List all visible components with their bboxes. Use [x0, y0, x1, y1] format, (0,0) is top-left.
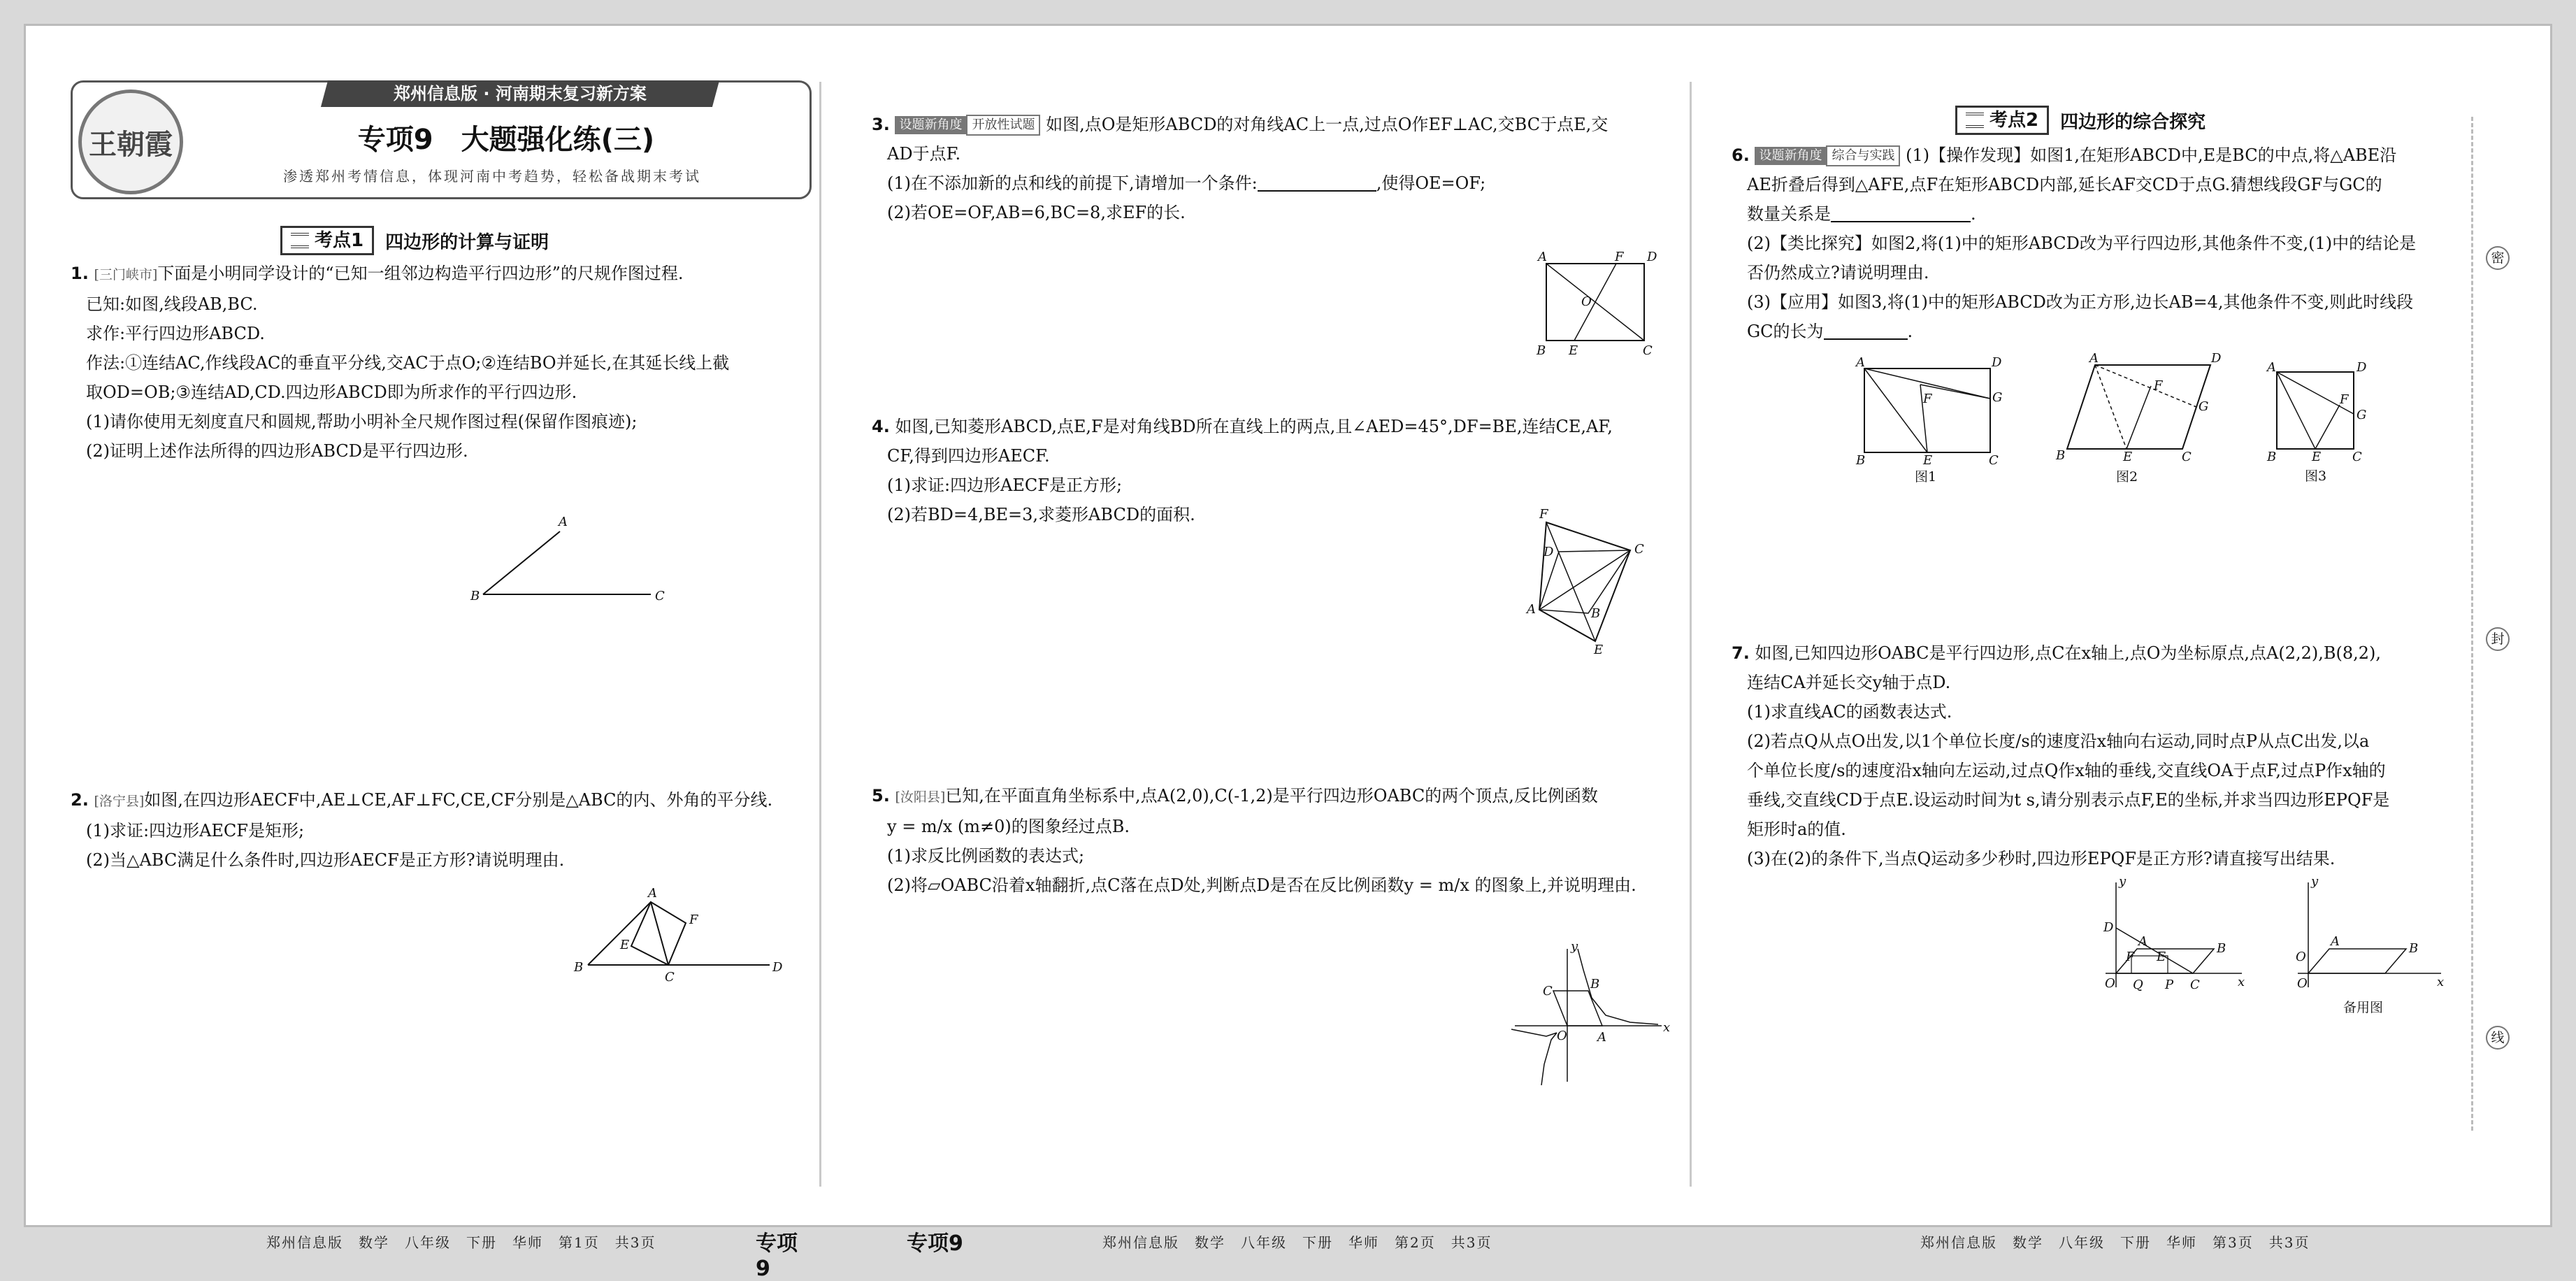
- column-divider: [819, 82, 821, 1187]
- svg-text:D: D: [2103, 920, 2114, 935]
- svg-text:C: C: [665, 970, 675, 985]
- figure-q5: [1508, 939, 1676, 1098]
- svg-text:x: x: [1663, 1020, 1671, 1035]
- svg-text:B: B: [2267, 450, 2277, 464]
- svg-text:x: x: [2437, 975, 2445, 989]
- figure-q2: [574, 885, 798, 992]
- section-heading-kp2: 考点2 四边形的综合探究: [1955, 106, 2206, 135]
- svg-text:C: C: [2182, 450, 2192, 464]
- svg-text:O: O: [2105, 976, 2115, 991]
- wave-icon: [1966, 113, 1984, 128]
- svg-text:A: A: [559, 515, 568, 529]
- svg-text:D: D: [2211, 351, 2222, 366]
- svg-text:E: E: [1594, 643, 1604, 657]
- section-heading-kp1: 考点1 四边形的计算与证明: [280, 226, 549, 255]
- footer-tag: 专项9: [907, 1231, 963, 1256]
- figure-q4: [1525, 508, 1665, 658]
- svg-text:O: O: [2296, 950, 2306, 964]
- svg-text:D: D: [1544, 545, 1554, 559]
- svg-text:B: B: [1856, 453, 1866, 468]
- binding-mark: 线: [2486, 1026, 2510, 1050]
- svg-text:F: F: [689, 913, 698, 927]
- svg-text:B: B: [574, 960, 584, 975]
- page-3: [1732, 75, 2494, 1251]
- figure-q1: [462, 503, 672, 618]
- question-7: 7. 如图,已知四边形OABC是平行四边形,点C在x轴上,点O为坐标原点,点A(2,2),B(8,2), 连结CA并延长交y轴于点D. (1)求直线AC的函数表达式. (2)若点Q从点O出发,以1个单位长度/s的速度沿x轴向右运动,同时点P从点C出发,以a 个单位长度/s的速度沿x轴向左运动,过点Q作x轴的垂线,交直线OA于点F,过点P作x轴的 垂线,交直线CD于点E.设运动时间为t s,请分别表示点F,E的坐标,并求当四边形EPQF是 矩形时a的值. (3)在(2)的条件下,当点Q运动多少秒时,四边形EPQF是正方形?请直接写出结果.: [1732, 643, 2390, 868]
- svg-text:F: F: [2340, 392, 2349, 407]
- question-1: 1. [三门峡市]下面是小明同学设计的“已知一组邻边构造平行四边形”的尺规作图过程. 已知:如图,线段AB,BC. 求作:平行四边形ABCD. 作法:①连结AC,作线段AC的垂直平分线,交AC于点O;②连结BO并延长,在其延长线上截 取OD=OB;③连结AD,CD.四边形ABCD即为所求作的平行四边形. (1)请你使用无刻度直尺和圆规,帮助小明补全尺规作图过程(保留作图痕迹); (2)证明上述作法所得的四边形ABCD是平行四边形.: [71, 264, 730, 461]
- figure-caption: 图3: [2305, 468, 2327, 484]
- svg-text:E: E: [2157, 950, 2166, 964]
- svg-text:O: O: [2297, 976, 2308, 991]
- footer-tag: 专项9: [756, 1231, 798, 1281]
- svg-text:P: P: [2165, 978, 2174, 992]
- svg-text:A: A: [648, 886, 657, 901]
- svg-text:E: E: [2123, 450, 2133, 464]
- svg-text:C: C: [655, 589, 665, 603]
- svg-text:F: F: [2154, 378, 2163, 393]
- svg-text:A: A: [2089, 351, 2099, 366]
- svg-text:C: C: [1989, 453, 1999, 468]
- page-footer: 郑州信息版 数学 八年级 下册 华师 第1页 共3页: [266, 1234, 656, 1251]
- svg-text:Q: Q: [2133, 978, 2143, 992]
- svg-text:A: A: [2267, 360, 2276, 375]
- wave-icon: [291, 233, 309, 248]
- svg-text:O: O: [1581, 294, 1592, 309]
- svg-text:E: E: [1569, 343, 1578, 358]
- svg-text:G: G: [1992, 390, 2003, 405]
- svg-text:A: A: [1597, 1030, 1606, 1045]
- page-title: 专项9 大题强化练(三): [357, 124, 655, 156]
- figure-q7: [2088, 875, 2249, 1004]
- edition-banner: 郑州信息版 · 河南期末复习新方案: [321, 80, 719, 107]
- svg-text:A: A: [1538, 250, 1547, 264]
- page-1: [71, 80, 812, 1281]
- figure-q6-2: [2053, 351, 2222, 487]
- svg-text:E: E: [1923, 453, 1933, 468]
- brand-logo: 王朝霞: [78, 90, 183, 194]
- svg-text:y: y: [1571, 939, 1578, 954]
- svg-text:B: B: [2056, 448, 2066, 463]
- svg-text:B: B: [470, 589, 480, 603]
- svg-text:D: D: [1992, 355, 2002, 370]
- svg-text:y: y: [2119, 874, 2127, 889]
- svg-text:G: G: [2356, 408, 2367, 422]
- svg-text:B: B: [2217, 941, 2226, 956]
- svg-text:C: C: [2190, 978, 2200, 992]
- svg-text:F: F: [1615, 250, 1624, 264]
- page-2: [872, 75, 1697, 1256]
- page-subtitle: 渗透郑州考情信息，体现河南中考趋势，轻松备战期末考试: [283, 168, 701, 185]
- svg-text:E: E: [620, 938, 630, 952]
- svg-text:E: E: [2312, 450, 2322, 464]
- svg-text:A: A: [1856, 355, 1865, 370]
- svg-text:C: C: [2352, 450, 2362, 464]
- question-6: 6. 设题新角度 综合与实践 (1)【操作发现】如图1,在矩形ABCD中,E是BC的中点,将△ABE沿 AE折叠后得到△AFE,点F在矩形ABCD内部,延长AF交CD于点G.猜想线段GF与GC的 数量关系是 . (2)【类比探究】如图2,将(1)中的矩形ABCD改为平行四边形,其他条件不变,(1)中的结论是 否仍然成立?请说明理由. (3)【应用】如图3,将(1)中的矩形ABCD改为正方形,边长AB=4,其他条件不变,则此时线段 GC的长为 .: [1732, 145, 2417, 341]
- svg-text:F: F: [2126, 950, 2135, 964]
- svg-text:F: F: [1923, 392, 1932, 406]
- svg-text:F: F: [1539, 507, 1548, 522]
- page-footer: 郑州信息版 数学 八年级 下册 华师 第3页 共3页: [1920, 1234, 2310, 1251]
- svg-text:B: B: [2409, 941, 2419, 956]
- svg-text:B: B: [1537, 343, 1546, 358]
- figure-q7-backup: [2287, 875, 2448, 1025]
- answer-blank[interactable]: [1831, 203, 1971, 222]
- question-2: 2. [洛宁县]如图,在四边形AECF中,AE⊥CE,AF⊥FC,CE,CF分别是△ABC的内、外角的平分线. (1)求证:四边形AECF是矩形; (2)当△ABC满足什么条件时,四边形AECF是正方形?请说明理由.: [71, 790, 773, 870]
- svg-text:D: D: [1647, 250, 1657, 264]
- figure-caption: 图1: [1915, 469, 1937, 485]
- page-footer: 郑州信息版 数学 八年级 下册 华师 第2页 共3页: [1102, 1234, 1492, 1251]
- svg-text:O: O: [1557, 1029, 1567, 1043]
- answer-blank[interactable]: [1824, 320, 1908, 340]
- svg-text:D: D: [772, 960, 783, 975]
- svg-text:G: G: [2199, 399, 2209, 414]
- figure-caption: 图2: [2116, 469, 2138, 485]
- svg-text:A: A: [2138, 934, 2147, 949]
- svg-text:x: x: [2238, 975, 2245, 989]
- figure-caption: 备用图: [2343, 1000, 2384, 1015]
- svg-text:A: A: [1527, 602, 1536, 617]
- svg-text:B: B: [1591, 606, 1601, 621]
- svg-text:C: C: [1643, 343, 1653, 358]
- binding-mark: 封: [2486, 627, 2510, 651]
- exam-sheet: [24, 24, 2552, 1281]
- binding-mark: 密: [2486, 246, 2510, 270]
- figure-q3: [1532, 250, 1672, 364]
- figure-q6-1: [1850, 355, 2011, 487]
- svg-text:C: C: [1634, 542, 1644, 557]
- question-3: 3. 设题新角度 开放性试题 如图,点O是矩形ABCD的对角线AC上一点,过点O作EF⊥AC,交BC于点E,交 AD于点F. (1)在不添加新的点和线的前提下,请增加一个条件: ,使得OE=OF; (2)若OE=OF,AB=6,BC=8,求EF的长.: [872, 115, 1609, 222]
- question-5: 5. [汝阳县]已知,在平面直角坐标系中,点A(2,0),C(-1,2)是平行四边形OABC的两个顶点,反比例函数 y = m/x (m≠0)的图象经过点B. (1)求反比例函数的表达式; (2)将▱OABC沿着x轴翻折,点C落在点D处,判断点D是否在反比例函数y = m/x 的图象上,并说明理由.: [872, 786, 1636, 895]
- question-4: 4. 如图,已知菱形ABCD,点E,F是对角线BD所在直线上的两点,且∠AED=45°,DF=BE,连结CE,AF, CF,得到四边形AECF. (1)求证:四边形AECF是正方形; (2)若BD=4,BE=3,求菱形ABCD的面积.: [872, 417, 1613, 524]
- svg-text:C: C: [1543, 984, 1553, 999]
- svg-text:y: y: [2311, 874, 2319, 889]
- svg-text:D: D: [2356, 360, 2367, 375]
- page-header: [71, 80, 812, 199]
- svg-text:A: A: [2331, 934, 2340, 949]
- figure-q6-3: [2263, 362, 2382, 487]
- svg-text:B: B: [1590, 977, 1600, 992]
- answer-blank[interactable]: [1258, 172, 1376, 192]
